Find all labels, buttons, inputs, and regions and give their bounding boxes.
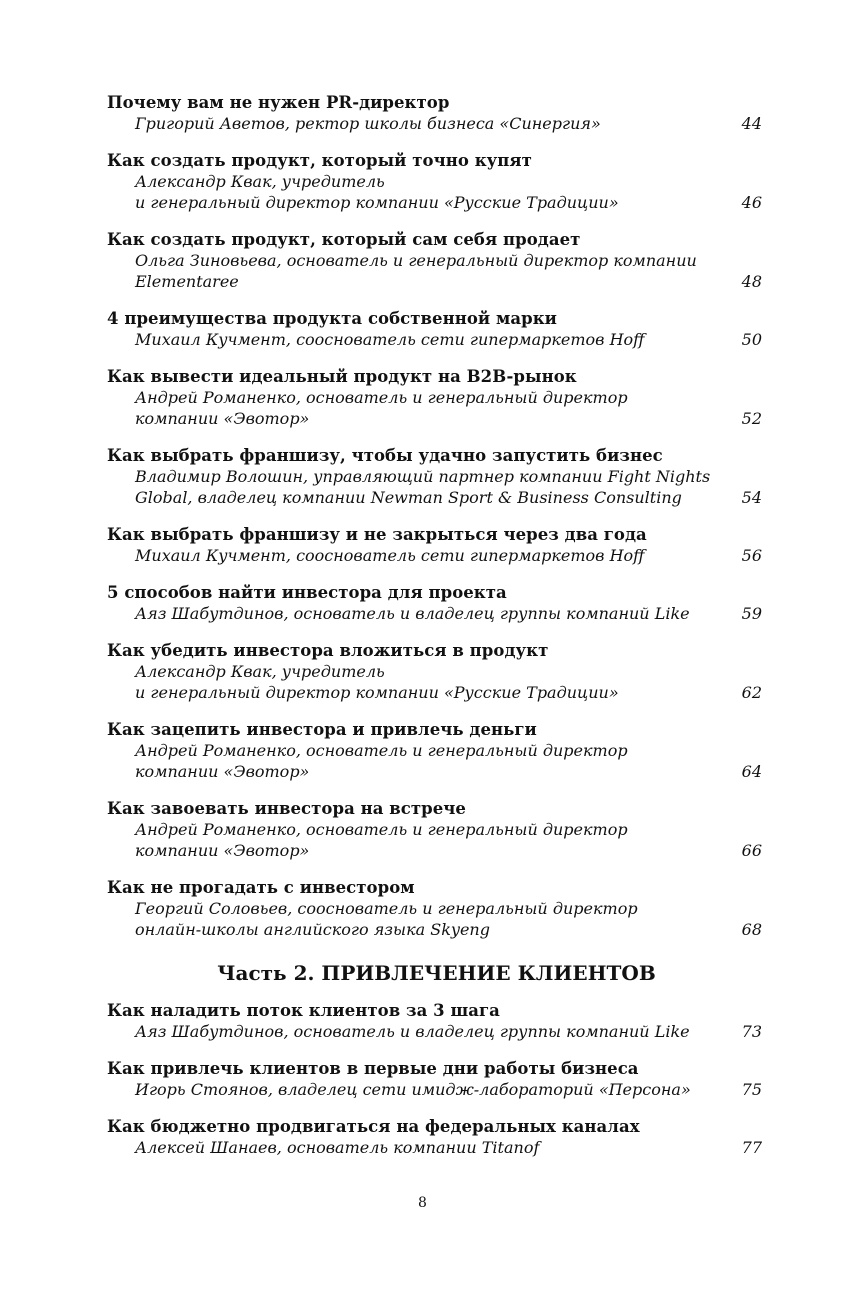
toc-entry-page-number: 48 bbox=[741, 272, 762, 291]
toc-entry-author bbox=[107, 898, 762, 940]
toc-entry-author-line: Александр Квак, учредитель bbox=[135, 172, 385, 191]
toc-part1-list bbox=[107, 92, 762, 940]
toc-entry bbox=[107, 877, 762, 940]
toc-entry-author bbox=[107, 171, 762, 213]
toc-entry-page-number: 44 bbox=[741, 114, 762, 133]
toc-entry-author bbox=[107, 387, 762, 429]
toc-entry bbox=[107, 719, 762, 782]
toc-entry-author-line: Михаил Кучмент, сооснователь сети гипермаркетов Hoff bbox=[135, 330, 645, 349]
toc-entry-page-number: 59 bbox=[741, 604, 762, 623]
toc-entry-title: Как создать продукт, который точно купят bbox=[107, 151, 532, 170]
toc-entry-author-line: компании «Эвотор» bbox=[135, 409, 310, 428]
toc-entry-author-line: Аяз Шабутдинов, основатель и владелец группы компаний Like bbox=[135, 604, 690, 623]
toc-entry-title: Как выбрать франшизу, чтобы удачно запустить бизнес bbox=[107, 446, 663, 465]
table-of-contents bbox=[107, 92, 762, 1174]
toc-entry bbox=[107, 582, 762, 624]
toc-entry-author-line: Владимир Волошин, управляющий партнер компании Fight Nights bbox=[135, 467, 711, 486]
toc-entry bbox=[107, 150, 762, 213]
toc-entry-author bbox=[107, 661, 762, 703]
toc-entry-page-number: 64 bbox=[741, 762, 762, 781]
toc-entry-title: Как вывести идеальный продукт на B2B-рынок bbox=[107, 367, 577, 386]
toc-entry-author bbox=[107, 113, 762, 134]
toc-entry-title: Как зацепить инвестора и привлечь деньги bbox=[107, 720, 537, 739]
toc-entry-author-line: и генеральный директор компании «Русские Традиции» bbox=[135, 683, 619, 702]
toc-entry-page-number: 77 bbox=[741, 1138, 762, 1157]
toc-entry-author bbox=[107, 545, 762, 566]
toc-entry-author-line: Александр Квак, учредитель bbox=[135, 662, 385, 681]
toc-entry-author-line: Ольга Зиновьева, основатель и генеральный директор компании bbox=[135, 251, 697, 270]
toc-entry-author bbox=[107, 819, 762, 861]
toc-entry-author bbox=[107, 466, 762, 508]
toc-entry-author bbox=[107, 1137, 762, 1158]
footer-page-number: 8 bbox=[418, 1195, 427, 1211]
toc-entry-page-number: 73 bbox=[741, 1022, 762, 1041]
toc-entry-page-number: 56 bbox=[741, 546, 762, 565]
toc-entry-author-line: Михаил Кучмент, сооснователь сети гипермаркетов Hoff bbox=[135, 546, 645, 565]
toc-entry-author-line: Георгий Соловьев, сооснователь и генеральный директор bbox=[135, 899, 638, 918]
toc-entry-author-line: Аяз Шабутдинов, основатель и владелец группы компаний Like bbox=[135, 1022, 690, 1041]
toc-entry-page-number: 75 bbox=[741, 1080, 762, 1099]
toc-entry bbox=[107, 229, 762, 292]
toc-entry-author bbox=[107, 329, 762, 350]
toc-entry-title: 5 способов найти инвестора для проекта bbox=[107, 583, 507, 602]
toc-entry-author-line: компании «Эвотор» bbox=[135, 841, 310, 860]
toc-entry-author-line: Elementaree bbox=[135, 272, 239, 291]
toc-entry-author-line: и генеральный директор компании «Русские Традиции» bbox=[135, 193, 619, 212]
toc-entry-author-line: Игорь Стоянов, владелец сети имидж-лабораторий «Персона» bbox=[135, 1080, 691, 1099]
toc-entry-title: Как убедить инвестора вложиться в продукт bbox=[107, 641, 549, 660]
toc-entry-title: Как выбрать франшизу и не закрыться через два года bbox=[107, 525, 647, 544]
toc-entry-title: Как создать продукт, который сам себя продает bbox=[107, 230, 581, 249]
toc-entry-author bbox=[107, 603, 762, 624]
toc-entry-author-line: Андрей Романенко, основатель и генеральный директор bbox=[135, 741, 628, 760]
toc-entry bbox=[107, 524, 762, 566]
toc-entry-page-number: 54 bbox=[741, 488, 762, 507]
toc-entry bbox=[107, 1000, 762, 1042]
toc-entry-author bbox=[107, 250, 762, 292]
toc-entry bbox=[107, 308, 762, 350]
toc-entry bbox=[107, 92, 762, 134]
toc-entry-title: Как не прогадать с инвестором bbox=[107, 878, 415, 897]
toc-part2-list bbox=[107, 1000, 762, 1158]
toc-entry-author bbox=[107, 1079, 762, 1100]
toc-entry-title: 4 преимущества продукта собственной марки bbox=[107, 309, 557, 328]
toc-entry bbox=[107, 798, 762, 861]
toc-entry-page-number: 68 bbox=[741, 920, 762, 939]
toc-entry-author-line: Андрей Романенко, основатель и генеральный директор bbox=[135, 820, 628, 839]
toc-entry-author-line: Global, владелец компании Newman Sport & Business Consulting bbox=[135, 488, 682, 507]
toc-entry bbox=[107, 640, 762, 703]
toc-entry-title: Почему вам не нужен PR-директор bbox=[107, 93, 450, 112]
toc-entry-page-number: 46 bbox=[741, 193, 762, 212]
toc-entry-author-line: компании «Эвотор» bbox=[135, 762, 310, 781]
toc-entry-author-line: онлайн-школы английского языка Skyeng bbox=[135, 920, 490, 939]
toc-entry-title: Как привлечь клиентов в первые дни работы бизнеса bbox=[107, 1059, 639, 1078]
toc-entry-page-number: 52 bbox=[741, 409, 762, 428]
toc-entry-author bbox=[107, 740, 762, 782]
toc-entry-author bbox=[107, 1021, 762, 1042]
toc-entry-author-line: Григорий Аветов, ректор школы бизнеса «Синергия» bbox=[135, 114, 601, 133]
toc-entry-page-number: 50 bbox=[741, 330, 762, 349]
toc-entry-author-line: Алексей Шанаев, основатель компании Titanof bbox=[135, 1138, 540, 1157]
toc-entry-title: Как завоевать инвестора на встрече bbox=[107, 799, 466, 818]
section-heading: Часть 2. ПРИВЛЕЧЕНИЕ КЛИЕНТОВ bbox=[217, 961, 656, 985]
toc-entry bbox=[107, 1058, 762, 1100]
toc-entry-page-number: 66 bbox=[741, 841, 762, 860]
toc-entry bbox=[107, 1116, 762, 1158]
toc-entry bbox=[107, 366, 762, 429]
toc-entry bbox=[107, 445, 762, 508]
toc-entry-page-number: 62 bbox=[741, 683, 762, 702]
toc-entry-title: Как бюджетно продвигаться на федеральных каналах bbox=[107, 1117, 640, 1136]
toc-entry-author-line: Андрей Романенко, основатель и генеральный директор bbox=[135, 388, 628, 407]
toc-entry-title: Как наладить поток клиентов за 3 шага bbox=[107, 1001, 500, 1020]
